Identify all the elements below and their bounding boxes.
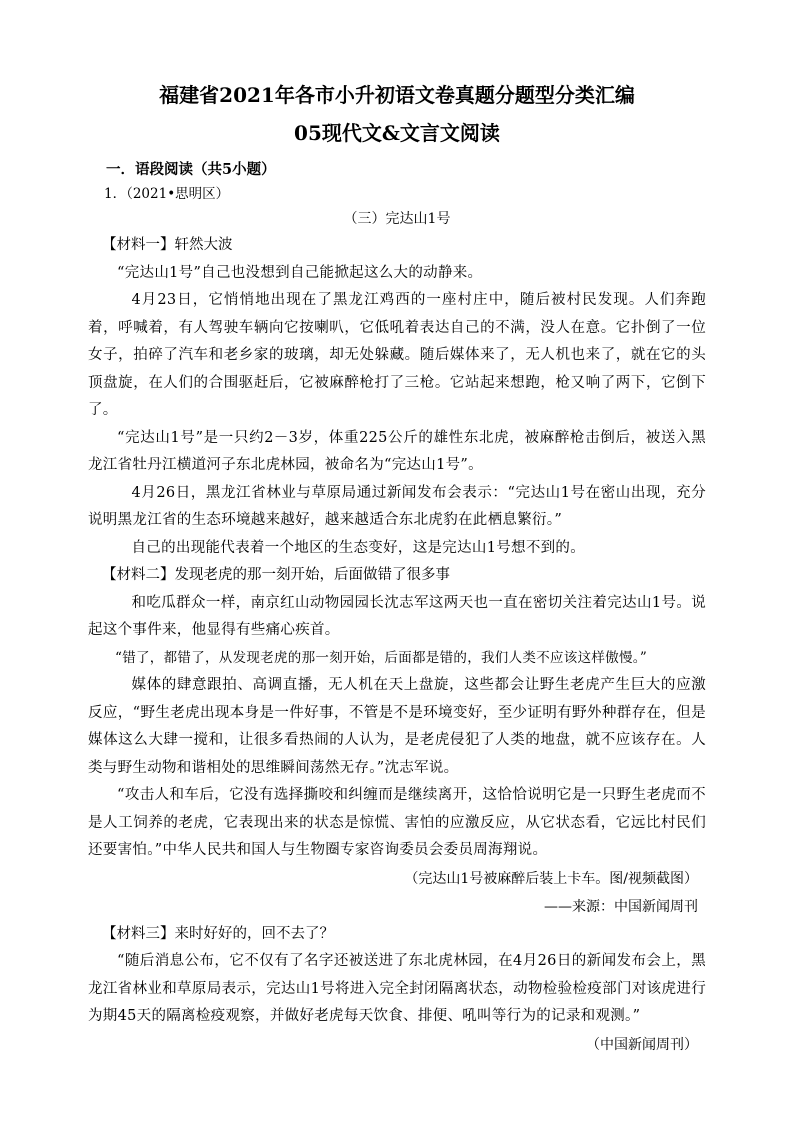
material-three-heading: 【材料三】来时好好的，回不去了？ <box>102 925 334 942</box>
material-one-paragraph: 4月23日，它悄悄地出现在了黑龙江鸡西的一座村庄中，随后被村民发现。人们奔跑着，呼喊着，有人驾驶车辆向它按喇叭，它低吼着表达自己的不满，没人在意。它扑倒了一位女子，拍碎了汽车和老乡家的玻璃，却无处躲藏。随后媒体来了，无人机也来了，就在它的头顶盘旋，在人们的合围驱赶后，它被麻醉枪打了三枪。它站起来想跑，枪又响了两下，它倒下了。 <box>88 292 706 418</box>
image-caption: （完达山1号被麻醉后装上卡车。图/视频截图） <box>404 870 698 887</box>
document-subtitle: 05现代文&文言文阅读 <box>294 121 500 145</box>
material-two-quote: “错了，都错了，从发现老虎的那一刻开始，后面都是错的，我们人类不应该这样傲慢。” <box>115 649 648 666</box>
material-two-paragraph: 媒体的肆意跟拍、高调直播，无人机在天上盘旋，这些都会让野生老虎产生巨大的应激反应，“野生老虎出现本身是一件好事，不管是不是环境变好，至少证明有野外种群存在，但是媒体这么大肆一搅和，让很多看热闹的人认为，是老虎侵犯了人类的地盘，就不应该存在。人类与野生动物和谐相处的思维瞬间荡然无存。”沈志军说。 <box>88 677 706 776</box>
source-attribution: （中国新闻周刊） <box>586 1036 698 1053</box>
material-two-paragraph: “攻击人和车后，它没有选择撕咬和纠缠而是继续离开，这恰恰说明它是一只野生老虎而不是人工饲养的老虎，它表现出来的状态是惊慌、害怕的应激反应，从它状态看，它远比村民们还要害怕。”中华人民共和国人与生物圈专家咨询委员会委员周海翔说。 <box>88 787 706 858</box>
material-two-paragraph: 和吃瓜群众一样，南京红山动物园园长沈志军这两天也一直在密切关注着完达山1号。说起这个事件来，他显得有些痛心疾首。 <box>88 594 706 638</box>
material-one-heading: 【材料一】轩然大波 <box>102 237 233 253</box>
document-title: 福建省2021年各市小升初语文卷真题分题型分类汇编 <box>159 83 635 107</box>
source-attribution: ——来源：中国新闻周刊 <box>544 898 698 915</box>
material-one-paragraph: “完达山1号”是一只约2－3岁，体重225公斤的雄性东北虎，被麻醉枪击倒后，被送入黑龙江省牡丹江横道河子东北虎林园，被命名为“完达山1号”。 <box>88 429 706 473</box>
material-three-paragraph: “随后消息公布，它不仅有了名字还被送进了东北虎林园，在4月26日的新闻发布会上，黑龙江省林业和草原局表示，完达山1号将进入完全封闭隔离状态，动物检验检疫部门对该虎进行为期45天的隔离检疫观察，并做好老虎每天饮食、排便、吼叫等行为的记录和观测。” <box>88 953 706 1024</box>
material-one-paragraph: “完达山1号”自己也没想到自己能掀起这么大的动静来。 <box>117 264 483 281</box>
material-one-paragraph: 4月26日，黑龙江省林业与草原局通过新闻发布会表示：“完达山1号在密山出现，充分说明黑龙江省的生态环境越来越好，越来越适合东北虎豹在此栖息繁衍。” <box>88 484 706 528</box>
material-two-heading: 【材料二】发现老虎的那一刻开始，后面做错了很多事 <box>102 567 450 583</box>
material-one-paragraph: 自己的出现能代表着一个地区的生态变好，这是完达山1号想不到的。 <box>131 539 586 556</box>
passage-title: （三）完达山1号 <box>343 211 451 227</box>
section-heading: 一．语段阅读（共5小题） <box>106 161 276 178</box>
question-number: 1．（2021•思明区） <box>104 186 230 202</box>
